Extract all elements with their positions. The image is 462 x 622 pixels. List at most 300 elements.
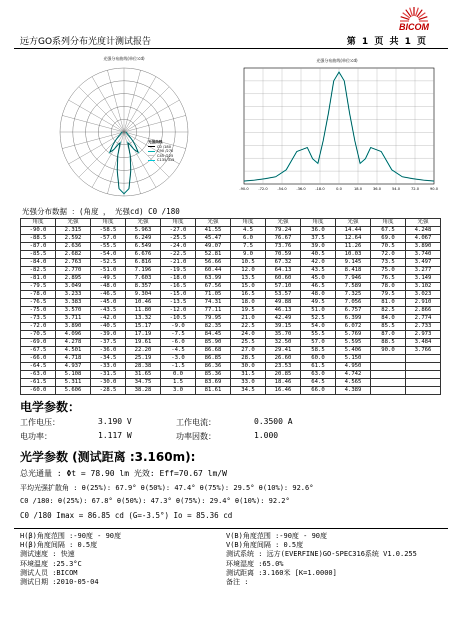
table-cell: -87.0 <box>21 243 56 251</box>
report-title: 远方GO系列分布光度计测试报告 <box>20 37 152 47</box>
legend-item: C0 /180 <box>148 145 174 150</box>
table-cell: -73.5 <box>21 315 56 323</box>
table-cell <box>371 363 406 371</box>
table-cell: 69.0 <box>371 235 406 243</box>
x-tick-label: -72.0 <box>258 187 268 191</box>
table-cell: 74.31 <box>196 299 231 307</box>
table-cell: 6.249 <box>126 235 161 243</box>
logo-text: BICOM <box>399 22 429 32</box>
table-cell: -43.5 <box>91 307 126 315</box>
table-cell: 81.0 <box>371 299 406 307</box>
table-cell: 22.5 <box>231 323 266 331</box>
table-cell: 56.66 <box>196 259 231 267</box>
table-cell: 90.0 <box>371 347 406 355</box>
table-cell: 49.07 <box>196 243 231 251</box>
table-cell: 11.26 <box>336 243 371 251</box>
table-cell: 36.0 <box>301 227 336 235</box>
table-cell: 13.5 <box>231 275 266 283</box>
table-cell <box>406 371 441 379</box>
legend-item: C90 /270 <box>148 149 174 154</box>
table-cell: 7.5 <box>231 243 266 251</box>
table-cell: 20.85 <box>266 371 301 379</box>
table-row <box>21 227 441 235</box>
table-cell: 49.88 <box>266 299 301 307</box>
table-cell: 22.20 <box>126 347 161 355</box>
footer-line: V(B)角度间隔 : 0.5度 <box>226 541 304 550</box>
table-cell: 6.0 <box>231 235 266 243</box>
table-cell <box>371 379 406 387</box>
polar-spoke <box>124 115 186 132</box>
table-cell: -34.5 <box>91 355 126 363</box>
table-cell: 86.36 <box>196 363 231 371</box>
table-cell: 12.0 <box>231 267 266 275</box>
table-cell: -82.5 <box>21 267 56 275</box>
table-cell: 34.75 <box>126 379 161 387</box>
table-cell: -25.5 <box>161 235 196 243</box>
table-cell: 38.28 <box>126 387 161 395</box>
table-cell: -69.0 <box>21 339 56 347</box>
cartesian-chart <box>232 54 442 202</box>
table-header-cell: 光强 <box>126 219 161 227</box>
polar-spoke <box>107 70 124 132</box>
table-cell: 52.5 <box>301 315 336 323</box>
polar-spoke <box>62 115 124 132</box>
table-cell: -33.0 <box>91 363 126 371</box>
table-cell: 26.60 <box>266 355 301 363</box>
x-tick-label: -90.0 <box>239 187 249 191</box>
table-cell: 46.13 <box>266 307 301 315</box>
table-cell: -55.5 <box>91 243 126 251</box>
table-cell: 5.150 <box>336 355 371 363</box>
table-cell: 6.399 <box>336 315 371 323</box>
table-cell: 10.46 <box>126 299 161 307</box>
footer-rule <box>14 528 448 529</box>
bicom-logo <box>352 4 452 32</box>
table-cell: 67.5 <box>371 227 406 235</box>
table-cell: 6.549 <box>126 243 161 251</box>
table-cell <box>406 355 441 363</box>
table-row <box>21 315 441 323</box>
table-cell: 82.35 <box>196 323 231 331</box>
table-row <box>21 387 441 395</box>
table-cell: -6.0 <box>161 339 196 347</box>
table-cell: -79.5 <box>21 283 56 291</box>
table-row <box>21 259 441 267</box>
table-cell: -60.0 <box>21 387 56 395</box>
table-cell: 25.19 <box>126 355 161 363</box>
table-cell: 13.32 <box>126 315 161 323</box>
table-cell: 21.0 <box>231 315 266 323</box>
table-cell: -81.0 <box>21 275 56 283</box>
x-tick-label: 36.0 <box>372 187 382 191</box>
table-cell: 53.57 <box>266 291 301 299</box>
table-cell: 39.15 <box>266 323 301 331</box>
table-row <box>21 275 441 283</box>
optical-beam-angle-line: 平均光强扩散角 : θ(25%): 67.9° θ(50%): 47.4° θ(75%): 29.5° θ(10%): 92.6° <box>20 484 314 492</box>
table-cell: 15.0 <box>231 283 266 291</box>
table-cell: 67.56 <box>196 283 231 291</box>
optical-flux-line: 总光通量 : Φt = 78.90 lm 光效: Eff=70.67 lm/W <box>20 469 227 478</box>
table-cell: 31.5 <box>231 371 266 379</box>
table-cell: 79.95 <box>196 315 231 323</box>
table-header-cell: 光强 <box>406 219 441 227</box>
table-cell: 2.973 <box>406 331 441 339</box>
table-cell: 3.023 <box>406 291 441 299</box>
polar-spoke <box>62 132 124 149</box>
table-cell: 5.108 <box>56 371 91 379</box>
table-cell: 73.5 <box>371 259 406 267</box>
table-cell <box>406 379 441 387</box>
table-cell: 0.0 <box>161 371 196 379</box>
table-cell: 46.5 <box>301 283 336 291</box>
table-cell: 60.0 <box>301 355 336 363</box>
table-cell <box>371 371 406 379</box>
table-cell: 76.67 <box>266 235 301 243</box>
optical-imax-line: C0 /180 Imax = 86.85 cd (G=-3.5°) Io = 85.36 cd <box>20 511 233 520</box>
table-cell: 32.50 <box>266 339 301 347</box>
table-cell: 79.24 <box>266 227 301 235</box>
table-cell: 2.682 <box>56 251 91 259</box>
table-cell: 76.5 <box>371 275 406 283</box>
footer-line: 测试速度 : 快速 <box>20 550 75 559</box>
table-cell: 2.763 <box>56 259 91 267</box>
table-cell: 77.11 <box>196 307 231 315</box>
table-cell: 6.072 <box>336 323 371 331</box>
table-cell: 3.570 <box>56 307 91 315</box>
table-cell: 10.03 <box>336 251 371 259</box>
table-cell: -27.0 <box>161 227 196 235</box>
table-header-cell: 角度 <box>371 219 406 227</box>
table-cell: -28.5 <box>91 387 126 395</box>
table-cell: 55.5 <box>301 331 336 339</box>
table-cell: 4.5 <box>231 227 266 235</box>
table-cell: 2.895 <box>56 275 91 283</box>
table-row <box>21 235 441 243</box>
optical-title: 光学参数 (测试距离 :3.160m): <box>20 450 196 464</box>
footer-line: 备注 : <box>226 578 249 587</box>
table-cell: 4.096 <box>56 331 91 339</box>
table-cell: 70.59 <box>266 251 301 259</box>
footer-right <box>226 532 417 587</box>
table-cell: -9.0 <box>161 323 196 331</box>
table-cell <box>406 363 441 371</box>
polar-chart <box>26 54 222 202</box>
x-tick-label: 72.0 <box>410 187 420 191</box>
table-header-cell: 角度 <box>21 219 56 227</box>
logo-rays <box>400 7 428 21</box>
table-cell: 41.55 <box>196 227 231 235</box>
table-cell: 24.0 <box>231 331 266 339</box>
table-cell: -72.0 <box>21 323 56 331</box>
footer-line: H(β)角度范围 :-90度 - 90度 <box>20 532 122 540</box>
table-cell: -40.5 <box>91 323 126 331</box>
table-row <box>21 267 441 275</box>
table-cell: -54.0 <box>91 251 126 259</box>
table-row <box>21 355 441 363</box>
table-cell: 5.963 <box>126 227 161 235</box>
table-header-cell: 角度 <box>301 219 336 227</box>
table-caption: 光强分布数据 ：(角度 ， 光强cd) C0 /180 <box>22 207 180 216</box>
table-cell <box>406 387 441 395</box>
table-cell: 54.0 <box>301 323 336 331</box>
table-cell <box>371 355 406 363</box>
table-cell: 2.733 <box>406 323 441 331</box>
table-cell: 3.890 <box>406 243 441 251</box>
table-cell: 8.357 <box>126 283 161 291</box>
table-cell: 73.76 <box>266 243 301 251</box>
table-row <box>21 331 441 339</box>
table-cell: -1.5 <box>161 363 196 371</box>
legend-swatch <box>148 160 155 161</box>
current-label: 工作电流： <box>176 418 216 427</box>
table-cell: 5.595 <box>336 339 371 347</box>
polar-spoke <box>124 70 141 132</box>
polar-spoke <box>92 132 124 187</box>
table-cell: 18.0 <box>231 299 266 307</box>
table-cell: 42.49 <box>266 315 301 323</box>
table-cell: 9.145 <box>336 259 371 267</box>
table-cell: -21.0 <box>161 259 196 267</box>
table-cell: 8.418 <box>336 267 371 275</box>
table-cell: 84.45 <box>196 331 231 339</box>
table-cell: 52.81 <box>196 251 231 259</box>
legend-swatch <box>148 155 155 156</box>
table-cell: 4.950 <box>336 363 371 371</box>
polar-spoke <box>79 87 124 132</box>
table-cell: 4.278 <box>56 339 91 347</box>
table-cell: 7.603 <box>126 275 161 283</box>
table-header-cell: 光强 <box>266 219 301 227</box>
table-cell: 17.19 <box>126 331 161 339</box>
table-cell: 43.5 <box>301 267 336 275</box>
table-cell: 39.0 <box>301 243 336 251</box>
table-cell: -61.5 <box>21 379 56 387</box>
table-header-cell: 光强 <box>336 219 371 227</box>
table-cell: 14.44 <box>336 227 371 235</box>
table-row <box>21 243 441 251</box>
table-cell: 7.589 <box>336 283 371 291</box>
table-cell <box>371 387 406 395</box>
table-cell: -37.5 <box>91 339 126 347</box>
table-cell: 2.315 <box>56 227 91 235</box>
table-cell: 28.38 <box>126 363 161 371</box>
table-cell: 29.41 <box>266 347 301 355</box>
table-cell: -84.0 <box>21 259 56 267</box>
table-cell: 63.99 <box>196 275 231 283</box>
table-cell: -19.5 <box>161 267 196 275</box>
table-cell: -39.0 <box>91 331 126 339</box>
table-cell: 4.389 <box>336 387 371 395</box>
polar-chart-label: 光强分布曲线(单位:cd) <box>103 56 145 61</box>
footer-line: 测试日期 :2010-05-04 <box>20 578 99 587</box>
pf-value: 1.000 <box>254 431 279 440</box>
footer-line: H(β)角度间隔 : 0.5度 <box>20 541 98 550</box>
table-cell: -58.5 <box>91 227 126 235</box>
table-cell: -31.5 <box>91 371 126 379</box>
table-cell: 71.05 <box>196 291 231 299</box>
table-header-cell: 角度 <box>231 219 266 227</box>
table-cell: 3.711 <box>56 315 91 323</box>
footer-line: 环境温度 :25.3°C <box>20 559 82 568</box>
table-cell: 86.85 <box>196 355 231 363</box>
legend-title: 光强曲线 <box>148 140 163 144</box>
report-header <box>20 34 440 48</box>
table-cell: 25.5 <box>231 339 266 347</box>
table-cell: 3.277 <box>406 267 441 275</box>
table-cell: 7.056 <box>336 299 371 307</box>
table-cell: 5.406 <box>336 347 371 355</box>
table-cell: -51.0 <box>91 267 126 275</box>
table-cell: -85.5 <box>21 251 56 259</box>
table-cell: 4.718 <box>56 355 91 363</box>
table-cell: 3.049 <box>56 283 91 291</box>
table-cell: 58.5 <box>301 347 336 355</box>
table-cell: 2.636 <box>56 243 91 251</box>
table-cell: -4.5 <box>161 347 196 355</box>
table-cell: 7.325 <box>336 291 371 299</box>
table-cell: 3.233 <box>56 291 91 299</box>
table-cell: 86.68 <box>196 347 231 355</box>
table-cell: -52.5 <box>91 259 126 267</box>
table-cell: 60.44 <box>196 267 231 275</box>
table-cell: -13.5 <box>161 299 196 307</box>
table-cell: 5.606 <box>56 387 91 395</box>
x-tick-label: -36.0 <box>296 187 306 191</box>
table-cell: 34.5 <box>231 387 266 395</box>
table-header-cell: 角度 <box>91 219 126 227</box>
table-cell: 16.46 <box>266 387 301 395</box>
table-cell: 57.10 <box>266 283 301 291</box>
table-cell: 4.248 <box>406 227 441 235</box>
table-cell: 64.5 <box>301 379 336 387</box>
header-rule <box>14 48 448 49</box>
table-cell: 35.70 <box>266 331 301 339</box>
table-cell: 49.5 <box>301 299 336 307</box>
table-cell: -42.0 <box>91 315 126 323</box>
table-cell: 37.5 <box>301 235 336 243</box>
table-cell: 27.0 <box>231 347 266 355</box>
table-cell: 3.484 <box>406 339 441 347</box>
table-header-row <box>21 219 441 227</box>
table-cell: 75.0 <box>371 267 406 275</box>
table-cell: 16.5 <box>231 291 266 299</box>
table-cell: 10.5 <box>231 259 266 267</box>
table-cell: 61.5 <box>301 363 336 371</box>
table-cell: 79.5 <box>371 291 406 299</box>
x-tick-label: 18.0 <box>353 187 363 191</box>
footer-line: 测试距离 :3.160米 [K=1.0000] <box>226 568 337 577</box>
table-cell: -24.0 <box>161 243 196 251</box>
table-cell: 12.64 <box>336 235 371 243</box>
table-cell: 19.5 <box>231 307 266 315</box>
table-header-cell: 光强 <box>196 219 231 227</box>
table-cell: -49.5 <box>91 275 126 283</box>
table-cell: 45.0 <box>301 275 336 283</box>
table-cell: -30.0 <box>91 379 126 387</box>
polar-spoke <box>124 87 169 132</box>
table-cell: 7.196 <box>126 267 161 275</box>
table-cell: 3.149 <box>406 275 441 283</box>
table-row <box>21 347 441 355</box>
x-tick-label: 90.0 <box>429 187 439 191</box>
table-cell: 7.946 <box>336 275 371 283</box>
x-tick-label: -18.0 <box>315 187 325 191</box>
pf-label: 功率因数： <box>176 432 216 441</box>
table-cell: 3.0 <box>161 387 196 395</box>
table-cell: -88.5 <box>21 235 56 243</box>
table-cell: 82.5 <box>371 307 406 315</box>
table-cell: 2.866 <box>406 307 441 315</box>
table-cell: -67.5 <box>21 347 56 355</box>
table-cell: 48.0 <box>301 291 336 299</box>
polar-spoke <box>124 100 179 132</box>
table-cell: -12.0 <box>161 307 196 315</box>
table-cell: 85.36 <box>196 371 231 379</box>
legend-item: C45 /225 <box>148 154 174 159</box>
polar-spoke <box>124 77 156 132</box>
table-cell: -57.0 <box>91 235 126 243</box>
table-cell: -45.0 <box>91 299 126 307</box>
table-cell: -48.0 <box>91 283 126 291</box>
table-cell: 72.0 <box>371 251 406 259</box>
table-cell: 70.5 <box>371 243 406 251</box>
table-cell: 83.69 <box>196 379 231 387</box>
table-cell: 15.17 <box>126 323 161 331</box>
table-cell: -10.5 <box>161 315 196 323</box>
table-cell: 64.13 <box>266 267 301 275</box>
table-row <box>21 371 441 379</box>
table-cell: 31.65 <box>126 371 161 379</box>
table-cell: 2.774 <box>406 315 441 323</box>
table-row <box>21 283 441 291</box>
table-cell: -64.5 <box>21 363 56 371</box>
table-cell: 57.0 <box>301 339 336 347</box>
table-row <box>21 379 441 387</box>
table-cell: -36.0 <box>91 347 126 355</box>
table-cell: 6.816 <box>126 259 161 267</box>
table-cell: 84.0 <box>371 315 406 323</box>
table-cell: -78.0 <box>21 291 56 299</box>
voltage-label: 工作电压： <box>20 418 60 427</box>
table-cell: 9.0 <box>231 251 266 259</box>
table-cell: -90.0 <box>21 227 56 235</box>
table-cell: 6.757 <box>336 307 371 315</box>
table-cell: 78.0 <box>371 283 406 291</box>
legend-item: C135/315 <box>148 158 174 163</box>
table-cell: -3.0 <box>161 355 196 363</box>
table-row <box>21 291 441 299</box>
table-cell: 2.910 <box>406 299 441 307</box>
table-cell: 87.0 <box>371 331 406 339</box>
table-cell: 3.766 <box>406 347 441 355</box>
table-cell: 51.0 <box>301 307 336 315</box>
table-cell: -70.5 <box>21 331 56 339</box>
table-cell: 5.311 <box>56 379 91 387</box>
table-cell: 3.383 <box>56 299 91 307</box>
table-cell: -75.0 <box>21 307 56 315</box>
page-indicator: 第 1 页 共 1 页 <box>346 37 426 47</box>
table-row <box>21 363 441 371</box>
table-cell: 60.60 <box>266 275 301 283</box>
table-cell: 19.61 <box>126 339 161 347</box>
optical-c0-line: C0 /180: θ(25%): 67.8° θ(50%): 47.3° θ(75%): 29.4° θ(10%): 92.2° <box>20 497 290 505</box>
chart-legend <box>148 140 174 163</box>
table-cell: 23.53 <box>266 363 301 371</box>
table-cell: 81.61 <box>196 387 231 395</box>
table-cell: 33.0 <box>231 379 266 387</box>
power-label: 电功率： <box>20 432 52 441</box>
table-cell: 3.890 <box>56 323 91 331</box>
